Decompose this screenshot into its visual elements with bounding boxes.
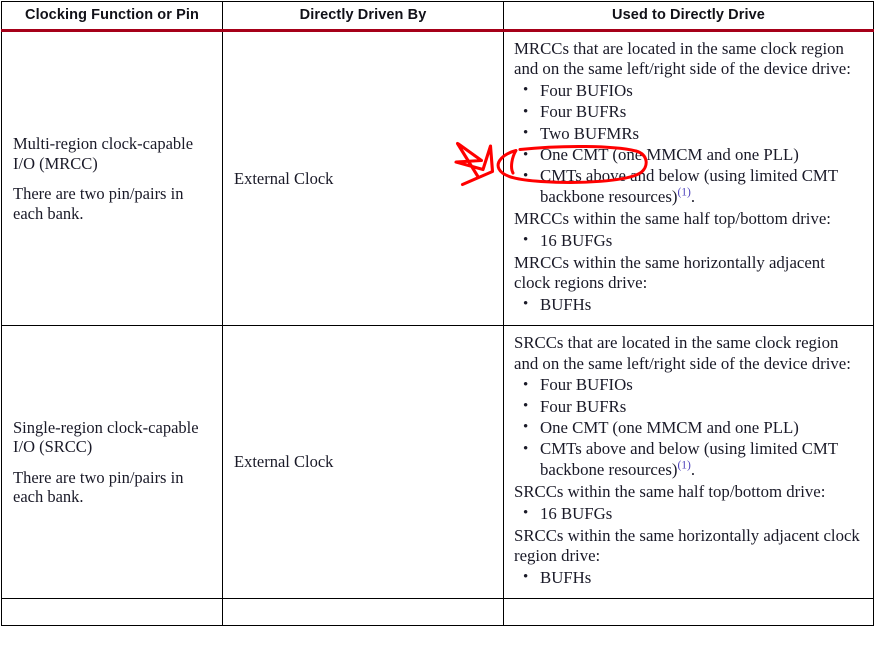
list-item: • Four BUFIOs bbox=[514, 375, 865, 395]
table-row-partial bbox=[2, 599, 874, 626]
list-item: • BUFHs bbox=[514, 568, 865, 588]
list-item-footnoted bbox=[514, 166, 865, 207]
cell-partial-col3 bbox=[504, 599, 874, 626]
list-item-tail: . bbox=[690, 186, 696, 206]
drives-lead-3: SRCCs within the same horizontally adjacent clock region drive: bbox=[514, 525, 860, 566]
cell-driven-by-srcc bbox=[223, 326, 504, 599]
drives-bullet-list-3 bbox=[514, 568, 865, 588]
drives-bullet-list-1 bbox=[514, 81, 865, 207]
drives-bullet-list-1 bbox=[514, 375, 865, 480]
drives-lead-1: SRCCs that are located in the same clock region and on the same left/right side of the device drive: bbox=[514, 333, 851, 373]
clocking-resources-table bbox=[1, 1, 874, 626]
function-note: There are two pin/pairs in each bank. bbox=[13, 467, 184, 507]
drives-lead-2: MRCCs within the same half top/bottom drive: bbox=[514, 209, 831, 229]
table-body bbox=[2, 31, 874, 626]
list-item: • 16 BUFGs bbox=[514, 504, 865, 524]
cell-partial-col2 bbox=[223, 599, 504, 626]
table-row bbox=[2, 31, 874, 326]
list-item: • Four BUFIOs bbox=[514, 81, 865, 101]
column-header-directly-driven-by: Directly Driven By bbox=[223, 2, 504, 31]
cell-clocking-function-srcc bbox=[2, 326, 223, 599]
cell-drives-srcc bbox=[504, 326, 874, 599]
drives-bullet-list-3 bbox=[514, 295, 865, 315]
list-item: • One CMT (one MMCM and one PLL) bbox=[514, 418, 865, 438]
table-header-row bbox=[2, 2, 874, 31]
drives-lead-3: MRCCs within the same horizontally adjacent clock regions drive: bbox=[514, 253, 825, 293]
list-item-two-bufmrs: • Two BUFMRs bbox=[514, 124, 865, 144]
list-item-text: CMTs above and below (using limited CMT backbone resources) bbox=[540, 439, 838, 479]
list-item-footnoted bbox=[514, 439, 865, 480]
function-title: Multi-region clock-capable I/O (MRCC) bbox=[13, 134, 194, 173]
table-header bbox=[2, 2, 874, 31]
list-item: • One CMT (one MMCM and one PLL) bbox=[514, 145, 865, 165]
column-header-clocking-function: Clocking Function or Pin bbox=[2, 2, 223, 31]
drives-lead-1: MRCCs that are located in the same clock region and on the same left/right side of the device drive: bbox=[514, 39, 851, 79]
column-header-used-to-directly-drive: Used to Directly Drive bbox=[504, 2, 874, 31]
function-note: There are two pin/pairs in each bank. bbox=[13, 184, 184, 223]
footnote-reference-link[interactable]: (1) bbox=[677, 186, 691, 199]
cell-drives-mrcc bbox=[504, 31, 874, 326]
list-item: • Four BUFRs bbox=[514, 397, 865, 417]
document-page bbox=[0, 1, 874, 672]
function-title: Single-region clock-capable I/O (SRCC) bbox=[13, 417, 199, 457]
list-item: • BUFHs bbox=[514, 295, 865, 315]
list-item-text: CMTs above and below (using limited CMT backbone resources) bbox=[540, 166, 838, 206]
drives-bullet-list-2 bbox=[514, 504, 865, 524]
cell-driven-by-mrcc bbox=[223, 31, 504, 326]
footnote-reference-link[interactable]: (1) bbox=[677, 459, 691, 472]
cell-partial-col1 bbox=[2, 599, 223, 626]
driven-by-value: External Clock bbox=[234, 452, 334, 472]
list-item-tail: . bbox=[690, 459, 696, 479]
cell-clocking-function-mrcc bbox=[2, 31, 223, 326]
table-row bbox=[2, 326, 874, 599]
drives-bullet-list-2 bbox=[514, 231, 865, 251]
list-item: • Four BUFRs bbox=[514, 102, 865, 122]
drives-lead-2: SRCCs within the same half top/bottom drive: bbox=[514, 482, 826, 502]
list-item: • 16 BUFGs bbox=[514, 231, 865, 251]
driven-by-value: External Clock bbox=[234, 168, 334, 188]
